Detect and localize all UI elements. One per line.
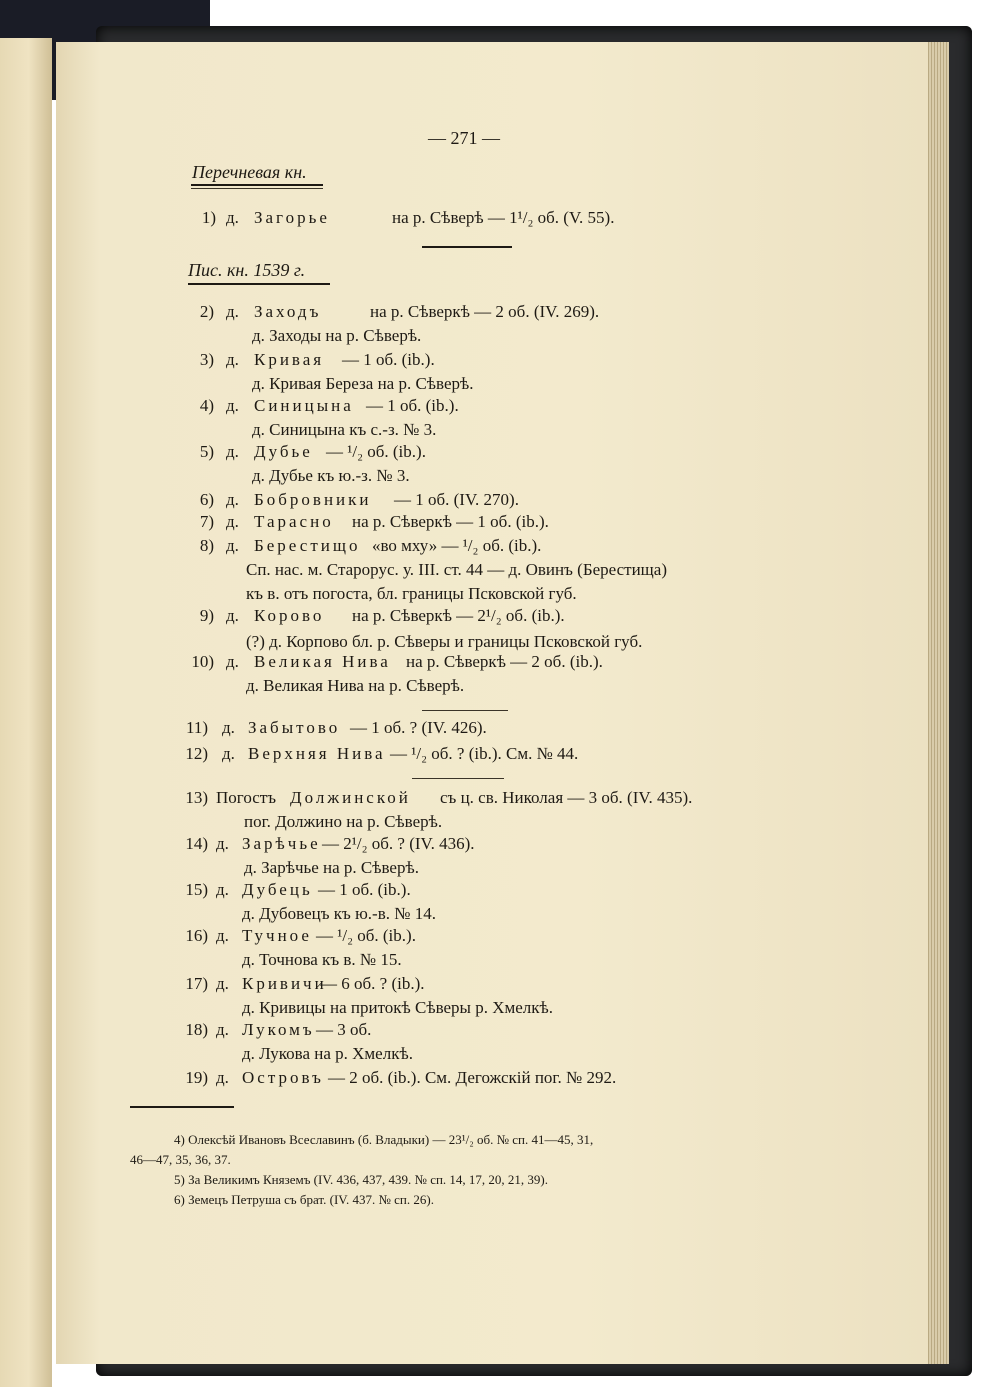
entry-sub: д. Дубье къ ю.-з. № 3. (252, 466, 410, 485)
entry-prefix: д. (222, 718, 235, 737)
entry-rest: «во мху» — ¹/₂ об. (ib.). (372, 536, 542, 555)
entry-name: Лукомъ (242, 1020, 315, 1039)
entry-sub: д. Дубовецъ къ ю.-в. № 14. (242, 904, 436, 923)
entry-name: Великая Нива (254, 652, 391, 671)
entry-sub: д. Кривицы на притокѣ Сѣверы р. Хмелкѣ. (242, 998, 554, 1017)
entry-number: 6) (199, 490, 214, 509)
entry-rest: — 1 об. (IV. 270). (394, 490, 519, 509)
entry-rest: на р. Сѣверкѣ — 2 об. (IV. 269). (370, 302, 600, 321)
entry-name: Корово (254, 606, 325, 625)
entry-prefix: д. (216, 926, 229, 945)
entry-prefix: д. (216, 1068, 229, 1087)
entry-rest: — 1 об. (ib.). (318, 880, 411, 899)
entry-sub: д. Точнова къ в. № 15. (242, 950, 402, 969)
entry-number: 16) (185, 926, 208, 945)
entry-number: 13) (185, 788, 208, 807)
entry-name: Дубець (242, 880, 313, 899)
entry-rest: — ¹/₂ об. (ib.). (326, 442, 426, 461)
entry-name: Синицына (254, 396, 354, 415)
entry-prefix: д. (222, 744, 235, 763)
entry-rest: — 2¹/₂ об. ? (IV. 436). (322, 834, 475, 853)
entry-rest: съ ц. св. Николая — 3 об. (IV. 435). (440, 788, 693, 807)
entry-number: 15) (185, 880, 208, 899)
entry-sub: д. Синицына къ с.-з. № 3. (252, 420, 437, 439)
entry-name: Кривая (254, 350, 325, 369)
entry-number: 5) (199, 442, 214, 461)
entry-rest: — 1 об. (ib.). (342, 350, 435, 369)
section-underline (191, 184, 323, 186)
entry-number: 10) (191, 652, 214, 671)
entry-sub: д. Заходы на р. Сѣверѣ. (252, 326, 422, 345)
entry-rest: — 1 об. ? (IV. 426). (350, 718, 487, 737)
entry-rest: на р. Сѣверкѣ — 2¹/₂ об. (ib.). (352, 606, 565, 625)
entry-name: Берестищо (254, 536, 361, 555)
entry-prefix: д. (226, 442, 239, 461)
entry-prefix: д. (226, 652, 239, 671)
entry-name: Должинской (290, 788, 411, 807)
entry-rest: — ¹/₂ об. (ib.). (316, 926, 416, 945)
entry-prefix: д. (216, 974, 229, 993)
section-title-perechnevaya: Перечневая кн. (192, 162, 307, 182)
entry-name: Зарѣчье (242, 834, 321, 853)
entry-prefix: д. (216, 1020, 229, 1039)
entry-prefix: Погостъ (216, 788, 277, 807)
entry-number: 2) (199, 302, 214, 321)
entry-sub: (?) д. Корпово бл. р. Сѣверы и границы Псковской губ. (246, 632, 643, 651)
entry-prefix: д. (226, 536, 239, 555)
footnote: 46—47, 35, 36, 37. (130, 1152, 231, 1167)
left-page-edge (0, 38, 52, 1387)
footnote: 6) Земецъ Петруша съ брат. (IV. 437. № сп. 26). (174, 1192, 434, 1207)
entry-prefix: д. (216, 880, 229, 899)
divider (412, 778, 504, 779)
entry-name: Тарасно (254, 512, 334, 531)
entry-name: Забытово (248, 718, 341, 737)
entry-prefix: д. (216, 834, 229, 853)
entry-prefix: д. (226, 350, 239, 369)
entry-rest: на р. Сѣверѣ — 1¹/₂ об. (V. 55). (392, 208, 615, 227)
entry-name: Бобровники (254, 490, 372, 509)
entry-prefix: д. (226, 606, 239, 625)
entry-prefix: д. (226, 512, 239, 531)
entry-rest: на р. Сѣверкѣ — 1 об. (ib.). (352, 512, 549, 531)
entry-rest: — 1 об. (ib.). (366, 396, 459, 415)
entry-number: 4) (199, 396, 214, 415)
book-page (56, 42, 928, 1364)
entry-name: Островъ (242, 1068, 324, 1087)
entry-prefix: д. (226, 396, 239, 415)
section-underline-2 (191, 188, 323, 189)
entry-sub: д. Великая Нива на р. Сѣверѣ. (246, 676, 465, 695)
entry-sub: Сп. нас. м. Старорус. у. III. ст. 44 — д. Овинъ (Берестища) (246, 560, 667, 579)
section-underline (188, 283, 330, 285)
entry-rest: на р. Сѣверкѣ — 2 об. (ib.). (406, 652, 603, 671)
entry-rest: — 6 об. ? (ib.). (320, 974, 425, 993)
entry-number: 9) (199, 606, 214, 625)
divider (422, 246, 512, 248)
entry-rest: — 3 об. (316, 1020, 372, 1039)
entry-name: Дубье (254, 442, 313, 461)
page-number: — 271 — (428, 128, 500, 148)
entry-number: 12) (185, 744, 208, 763)
entry-prefix: д. (226, 490, 239, 509)
footnote: 4) Олексѣй Ивановъ Всеславинъ (б. Владыки) — 23¹/₂ об. № сп. 41—45, 31, (174, 1132, 594, 1147)
entry-rest: — 2 об. (ib.). См. Дегожскій пог. № 292. (328, 1068, 617, 1087)
entry-number: 3) (199, 350, 214, 369)
section-title-pis-kn: Пис. кн. 1539 г. (188, 260, 306, 280)
entry-sub: д. Зарѣчье на р. Сѣверѣ. (244, 858, 419, 877)
divider (422, 710, 508, 711)
entry-number: 7) (199, 512, 214, 531)
entry-sub: д. Кривая Береза на р. Сѣверѣ. (252, 374, 474, 393)
footnote: 5) За Великимъ Княземъ (IV. 436, 437, 439. № сп. 14, 17, 20, 21, 39). (174, 1172, 549, 1187)
entry-name: Кривичи (242, 974, 327, 993)
entry-sub: д. Лукова на р. Хмелкѣ. (242, 1044, 413, 1063)
entry-number: 19) (185, 1068, 208, 1087)
entry-rest: — ¹/₂ об. ? (ib.). См. № 44. (390, 744, 579, 763)
entry-number: 8) (199, 536, 214, 555)
entry-sub: пог. Должино на р. Сѣверѣ. (244, 812, 443, 831)
entry-number: 11) (185, 718, 208, 737)
entry-name: Загорье (254, 208, 330, 227)
entry-prefix: д. (226, 302, 239, 321)
entry-number: 18) (185, 1020, 208, 1039)
entry-number: 14) (185, 834, 208, 853)
entry-prefix: д. (226, 208, 239, 227)
entry-number: 17) (185, 974, 208, 993)
entry-sub: къ в. отъ погоста, бл. границы Псковской губ. (246, 584, 577, 603)
entry-name: Тучное (242, 926, 312, 945)
entry-number: 1) (201, 208, 216, 227)
entry-name: Верхняя Нива (248, 744, 386, 763)
entry-name: Заходъ (254, 302, 322, 321)
footnote-separator (130, 1106, 234, 1108)
